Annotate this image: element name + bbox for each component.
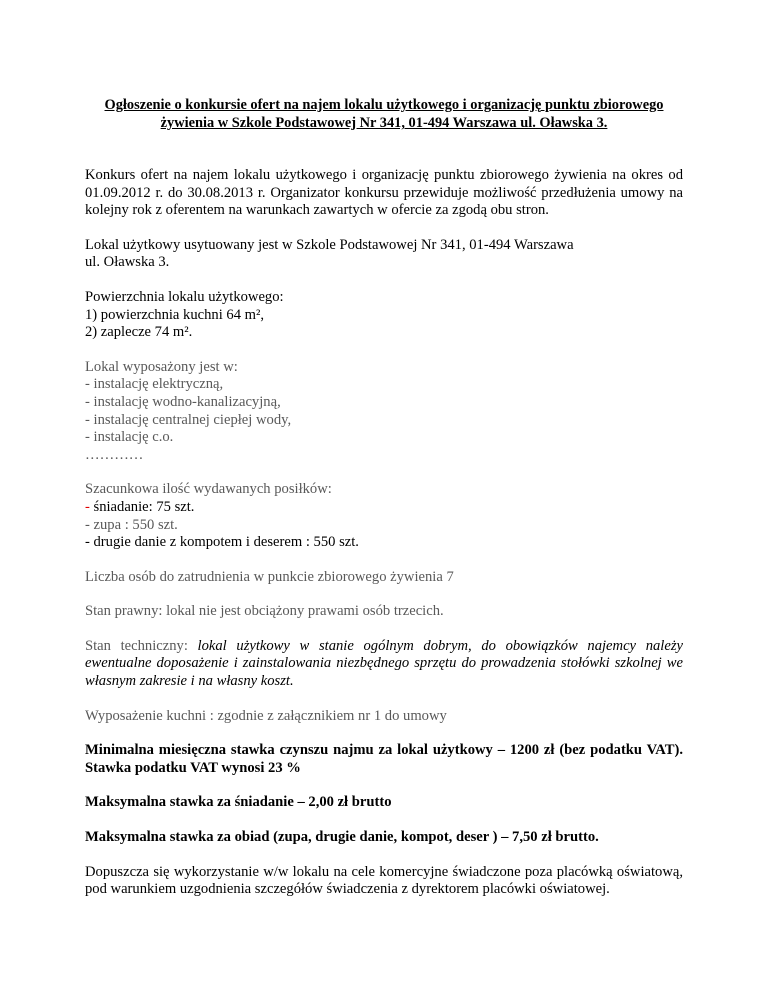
location-line-1: Lokal użytkowy usytuowany jest w Szkole Podstawowej Nr 341, 01-494 Warszawa [85, 236, 574, 253]
equipment-heading: Lokal wyposażony jest w: [85, 358, 238, 375]
document-title [85, 96, 683, 132]
equipment-item: - instalację wodno-kanalizacyjną, [85, 393, 281, 410]
title-line-2: żywienia w Szkole Podstawowej Nr 341, 01-494 Warszawa ul. Oławska 3. [160, 115, 608, 131]
equipment-item: - instalację elektryczną, [85, 376, 224, 393]
meals-item-text: śniadanie: 75 szt. [89, 498, 195, 515]
lunch-rate: Maksymalna stawka za obiad (zupa, drugie danie, kompot, deser ) – 7,50 zł brutto. [85, 829, 599, 846]
meals-section [85, 481, 683, 551]
area-section [85, 289, 683, 342]
area-heading: Powierzchnia lokalu użytkowego: [85, 288, 284, 305]
technical-paragraph [85, 638, 683, 691]
location-paragraph [85, 237, 683, 272]
kitchen-paragraph: Wyposażenie kuchni : zgodnie z załącznikiem nr 1 do umowy [85, 707, 447, 724]
equipment-item: - instalację centralnej ciepłej wody, [85, 411, 292, 428]
area-item: 2) zaplecze 74 m². [85, 324, 193, 341]
commercial-paragraph: Dopuszcza się wykorzystanie w/w lokalu na cele komercyjne świadczone poza placówką oświatową, pod warunkiem uzgodnienia szczegółów świadczenia z dyrektorem placówki oświatowej. [85, 863, 683, 898]
meals-heading: Szacunkowa ilość wydawanych posiłków: [85, 481, 332, 498]
rent-paragraph: Minimalna miesięczna stawka czynszu najmu za lokal użytkowy – 1200 zł (bez podatku VAT). Stawka podatku VAT wynosi 23 % [85, 742, 683, 776]
red-dash: - [85, 498, 90, 515]
meals-item: - zupa : 550 szt. [85, 516, 178, 533]
staff-paragraph: Liczba osób do zatrudnienia w punkcie zbiorowego żywienia 7 [85, 568, 454, 585]
equipment-item: - instalację c.o. [85, 429, 174, 446]
equipment-section [85, 359, 683, 465]
breakfast-rate: Maksymalna stawka za śniadanie – 2,00 zł brutto [85, 794, 392, 811]
legal-paragraph: Stan prawny: lokal nie jest obciążony prawami osób trzecich. [85, 603, 444, 620]
technical-label: Stan techniczny: [85, 637, 198, 654]
meals-item [85, 499, 683, 517]
document-page [85, 0, 683, 899]
location-line-2: ul. Oławska 3. [85, 254, 170, 271]
technical-text: lokal użytkowy w stanie ogólnym dobrym, do obowiązków najemcy należy ewentualne doposażenie i zainstalowania niezbędnego sprzętu do prowadzenia stołówki szkolnej we własnym zakresie i na własny koszt. [85, 637, 683, 690]
intro-paragraph: Konkurs ofert na najem lokalu użytkowego i organizację punktu zbiorowego żywienia na okres od 01.09.2012 r. do 30.08.2013 r. Organizator konkursu przewiduje możliwość przedłużenia umowy na kolejny rok z oferentem na warunkach zawartych w ofercie za zgodą obu stron. [85, 167, 683, 219]
area-item: 1) powierzchnia kuchni 64 m², [85, 306, 265, 323]
title-line-1: Ogłoszenie o konkursie ofert na najem lokalu użytkowego i organizację punktu zbiorowego [104, 97, 664, 113]
equipment-ellipsis: ………… [85, 446, 144, 463]
meals-item: - drugie danie z kompotem i deserem : 550 szt. [85, 534, 359, 551]
